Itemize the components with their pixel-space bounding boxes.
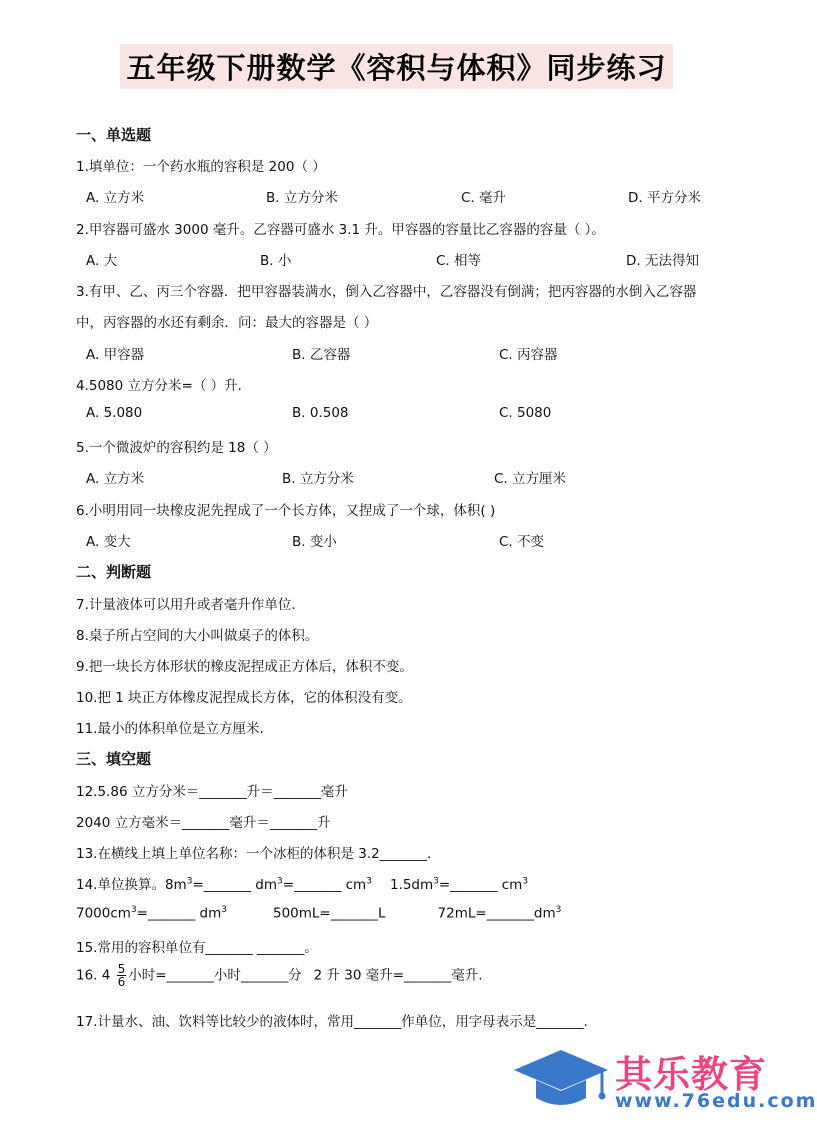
option-c: C. 丙容器	[499, 347, 558, 363]
option-c: C. 毫升	[461, 190, 507, 206]
question-1: 1.填单位：一个药水瓶的容积是 200（ ）	[76, 159, 326, 175]
graduation-cap-icon	[512, 1046, 610, 1112]
option-c: C. 相等	[436, 253, 482, 269]
question-3-options	[86, 343, 726, 363]
question-5-options	[86, 467, 726, 487]
option-a: A. 立方米	[86, 471, 145, 487]
question-6: 6.小明用同一块橡皮泥先捏成了一个长方体，又捏成了一个球，体积( )	[76, 503, 496, 519]
question-6-options	[86, 530, 726, 550]
section-heading-true-false: 二、判断题	[76, 563, 152, 581]
question-7: 7.计量液体可以用升或者毫升作单位.	[76, 597, 296, 613]
question-10: 10.把 1 块正方体橡皮泥捏成长方体，它的体积没有变。	[76, 690, 412, 706]
question-1-options	[86, 186, 726, 206]
page-title: 五年级下册数学《容积与体积》同步练习	[120, 44, 672, 89]
option-c: C. 5080	[499, 405, 552, 421]
section-heading-single-choice: 一、单选题	[76, 126, 152, 144]
fraction-five-sixths: $\frac{5}{6}$	[117, 962, 126, 989]
option-a: A. 5.080	[86, 405, 143, 421]
question-11: 11.最小的体积单位是立方厘米.	[76, 721, 264, 737]
brand-name: 其乐教育	[615, 1053, 767, 1096]
option-b: B. 小	[260, 253, 292, 269]
option-c: C. 立方厘米	[494, 471, 567, 487]
question-5: 5.一个微波炉的容积约是 18（ ）	[76, 440, 277, 456]
question-2: 2.甲容器可盛水 3000 毫升。乙容器可盛水 3.1 升。甲容器的容量比乙容器的容量（ ）。	[76, 222, 605, 238]
question-8: 8.桌子所占空间的大小叫做桌子的体积。	[76, 628, 319, 644]
question-9: 9.把一块长方体形状的橡皮泥捏成正方体后，体积不变。	[76, 659, 413, 675]
question-12-part-1: 12.5.86 立方分米＝_______升＝_______毫升	[76, 784, 348, 800]
option-a: A. 变大	[86, 534, 131, 550]
option-b: B. 0.508	[292, 405, 349, 421]
option-d: D. 无法得知	[626, 253, 699, 269]
question-3-line-2: 中，丙容器的水还有剩余．问：最大的容器是（ ）	[76, 315, 378, 331]
question-14-row-2: $7000cm^3=\_\_\_\_\_\_\_$ $dm^3$ 500mL=_______L $72mL=\_\_\_\_\_\_\_dm^3$	[76, 905, 562, 922]
brand-url: www.76edu.com	[615, 1090, 817, 1112]
section-heading-fill-blank: 三、填空题	[76, 750, 152, 768]
question-4-options	[86, 405, 726, 425]
question-12-part-2: 2040 立方毫米＝_______毫升＝_______升	[76, 815, 331, 831]
question-17: 17.计量水、油、饮料等比较少的液体时，常用_______作单位，用字母表示是_______.	[76, 1014, 588, 1030]
question-4: 4.5080 立方分米=（ ）升.	[76, 378, 242, 394]
question-16: 16. 4 $\frac{5}{6}$ 小时=_______小时_______分 2 升 30 毫升=_______毫升.	[76, 962, 483, 989]
question-15: 15.常用的容积单位有_______ _______。	[76, 940, 318, 956]
question-14-row-1: 14.单位换算。$8m^3=\_\_\_\_\_\_\_$ $dm^3=\_\_\_\_\_\_\_$ $cm^3$ $1.5dm^3=\_\_\_\_\_\_\_$ $cm^3$	[76, 876, 529, 893]
option-a: A. 大	[86, 253, 118, 269]
question-2-options	[86, 249, 726, 269]
brand-logo	[512, 1040, 817, 1115]
title-wrap	[0, 44, 793, 89]
option-a: A. 立方米	[86, 190, 145, 206]
question-3-line-1: 3.有甲、乙、丙三个容器．把甲容器装满水，倒入乙容器中，乙容器没有倒满；把丙容器的水倒入乙容器	[76, 284, 697, 300]
option-a: A. 甲容器	[86, 347, 145, 363]
option-b: B. 乙容器	[292, 347, 351, 363]
option-b: B. 立方分米	[266, 190, 338, 206]
option-b: B. 立方分米	[282, 471, 354, 487]
option-c: C. 不变	[499, 534, 545, 550]
option-b: B. 变小	[292, 534, 337, 550]
option-d: D. 平方分米	[628, 190, 701, 206]
question-13: 13.在横线上填上单位名称：一个冰柜的体积是 3.2_______.	[76, 846, 432, 862]
